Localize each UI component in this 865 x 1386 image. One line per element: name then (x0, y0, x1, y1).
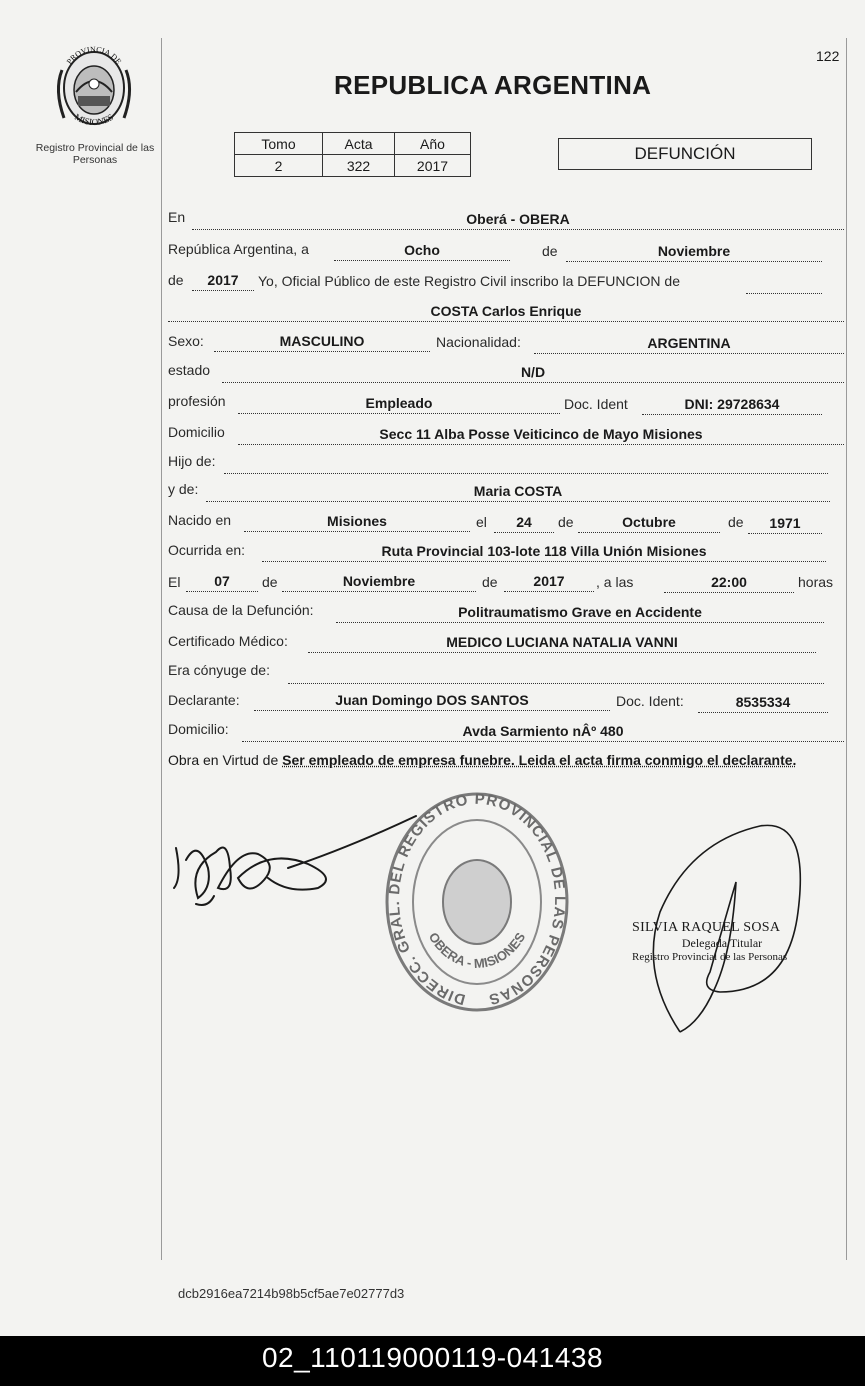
domicilio2-label: Domicilio: (168, 721, 229, 737)
certificado-field: MEDICO LUCIANA NATALIA VANNI (308, 633, 816, 653)
lugar-field: Oberá - OBERA (192, 210, 844, 230)
footer-id-bar: 02_110119000119-041438 (0, 1336, 865, 1386)
domicilio-label: Domicilio (168, 424, 225, 440)
docident-label: Doc. Ident (564, 396, 628, 412)
nac-mes-field: Octubre (578, 513, 720, 533)
def-mes-field: Noviembre (282, 572, 476, 592)
official-signature-block (632, 920, 822, 963)
sexo-label: Sexo: (168, 333, 204, 349)
nacionalidad-field: ARGENTINA (534, 334, 844, 354)
de1-label: de (542, 243, 558, 259)
inscribo-blank-field (746, 274, 822, 294)
nac-de1-label: de (558, 514, 574, 530)
nac-de2-label: de (728, 514, 744, 530)
seal-bottom-text: OBERA - MISIONES (425, 929, 529, 971)
de2-label: de (168, 272, 184, 288)
yde-label: y de: (168, 481, 199, 497)
mes-field: Noviembre (566, 242, 822, 262)
yde-field: Maria COSTA (206, 482, 830, 502)
profesion-label: profesión (168, 393, 226, 409)
dia-field: Ocho (334, 241, 510, 261)
registry-table (234, 132, 471, 177)
nacionalidad-label: Nacionalidad: (436, 334, 521, 350)
causa-field: Politraumatismo Grave en Accidente (336, 603, 824, 623)
profesion-field: Empleado (238, 394, 560, 414)
estado-field: N/D (222, 363, 844, 383)
en-label: En (168, 209, 186, 225)
declarante-field: Juan Domingo DOS SANTOS (254, 691, 610, 711)
hijo-label: Hijo de: (168, 453, 216, 469)
ocurrida-label: Ocurrida en: (168, 542, 246, 558)
nombre-field: COSTA Carlos Enrique (168, 302, 844, 322)
obra-field: Ser empleado de empresa funebre. Leida el acta firma conmigo el declarante. (282, 752, 797, 768)
el-label: el (476, 514, 487, 530)
document-hash: dcb2916ea7214b98b5cf5ae7e02777d3 (178, 1286, 405, 1301)
official-name: SILVIA RAQUEL SOSA (632, 920, 781, 935)
decl-doc-label: Doc. Ident: (616, 693, 684, 709)
province-emblem-icon (52, 40, 136, 132)
conyuge-field (288, 664, 824, 684)
col-header-anio: Año (395, 133, 471, 155)
logo-text-top: PROVINCIA DE (64, 44, 124, 67)
hijo-field (224, 454, 828, 474)
anio-field: 2017 (192, 271, 254, 291)
horas-label: horas (798, 574, 834, 590)
decl-doc-field: 8535334 (698, 693, 828, 713)
seal-ring-text: DIRECC. GRAL. DEL REGISTRO PROVINCIAL DE LAS PERSONAS (386, 790, 569, 1008)
def-dia-field: 07 (186, 572, 258, 592)
certificado-label: Certificado Médico: (168, 633, 288, 649)
cell-acta: 322 (323, 155, 395, 177)
inscribo-text: Yo, Oficial Público de este Registro Civil inscribo la DEFUNCION de (258, 273, 680, 289)
nac-dia-field: 24 (494, 513, 554, 533)
el2-label: El (168, 574, 181, 590)
ocurrida-field: Ruta Provincial 103-lote 118 Villa Unión Misiones (262, 542, 826, 562)
page-number: 122 (816, 48, 840, 64)
record-type-box: DEFUNCIÓN (558, 138, 812, 170)
logo-text-bottom: MISIONES (72, 111, 116, 128)
registry-caption: Registro Provincial de las Personas (35, 142, 155, 166)
cell-anio: 2017 (395, 155, 471, 177)
page-title: REPUBLICA ARGENTINA (334, 70, 652, 100)
docident-field: DNI: 29728634 (642, 395, 822, 415)
declarante-label: Declarante: (168, 692, 240, 708)
domicilio2-field: Avda Sarmiento nÂº 480 (242, 722, 844, 742)
official-office: Registro Provincial de las Personas (632, 951, 788, 963)
nacido-field: Misiones (244, 512, 470, 532)
causa-label: Causa de la Defunción: (168, 602, 314, 618)
nac-anio-field: 1971 (748, 514, 822, 534)
hora-field: 22:00 (664, 573, 794, 593)
obra-paragraph (168, 750, 844, 770)
def-anio-field: 2017 (504, 572, 594, 592)
nacido-label: Nacido en (168, 512, 232, 528)
def-de1-label: de (262, 574, 278, 590)
sexo-field: MASCULINO (214, 332, 430, 352)
left-margin-line (161, 38, 162, 1260)
col-header-acta: Acta (323, 133, 395, 155)
domicilio-field: Secc 11 Alba Posse Veiticinco de Mayo Misiones (238, 425, 844, 445)
republica-label: República Argentina, a (168, 241, 309, 257)
official-role: Delegada Titular (681, 936, 763, 950)
official-seal-stamp (382, 790, 572, 1016)
def-de2-label: de (482, 574, 498, 590)
alas-label: , a las (596, 574, 634, 590)
conyuge-label: Era cónyuge de: (168, 662, 270, 678)
estado-label: estado (168, 362, 211, 378)
cell-tomo: 2 (235, 155, 323, 177)
right-margin-line (846, 38, 847, 1260)
obra-label: Obra en Virtud de (168, 752, 279, 768)
col-header-tomo: Tomo (235, 133, 323, 155)
